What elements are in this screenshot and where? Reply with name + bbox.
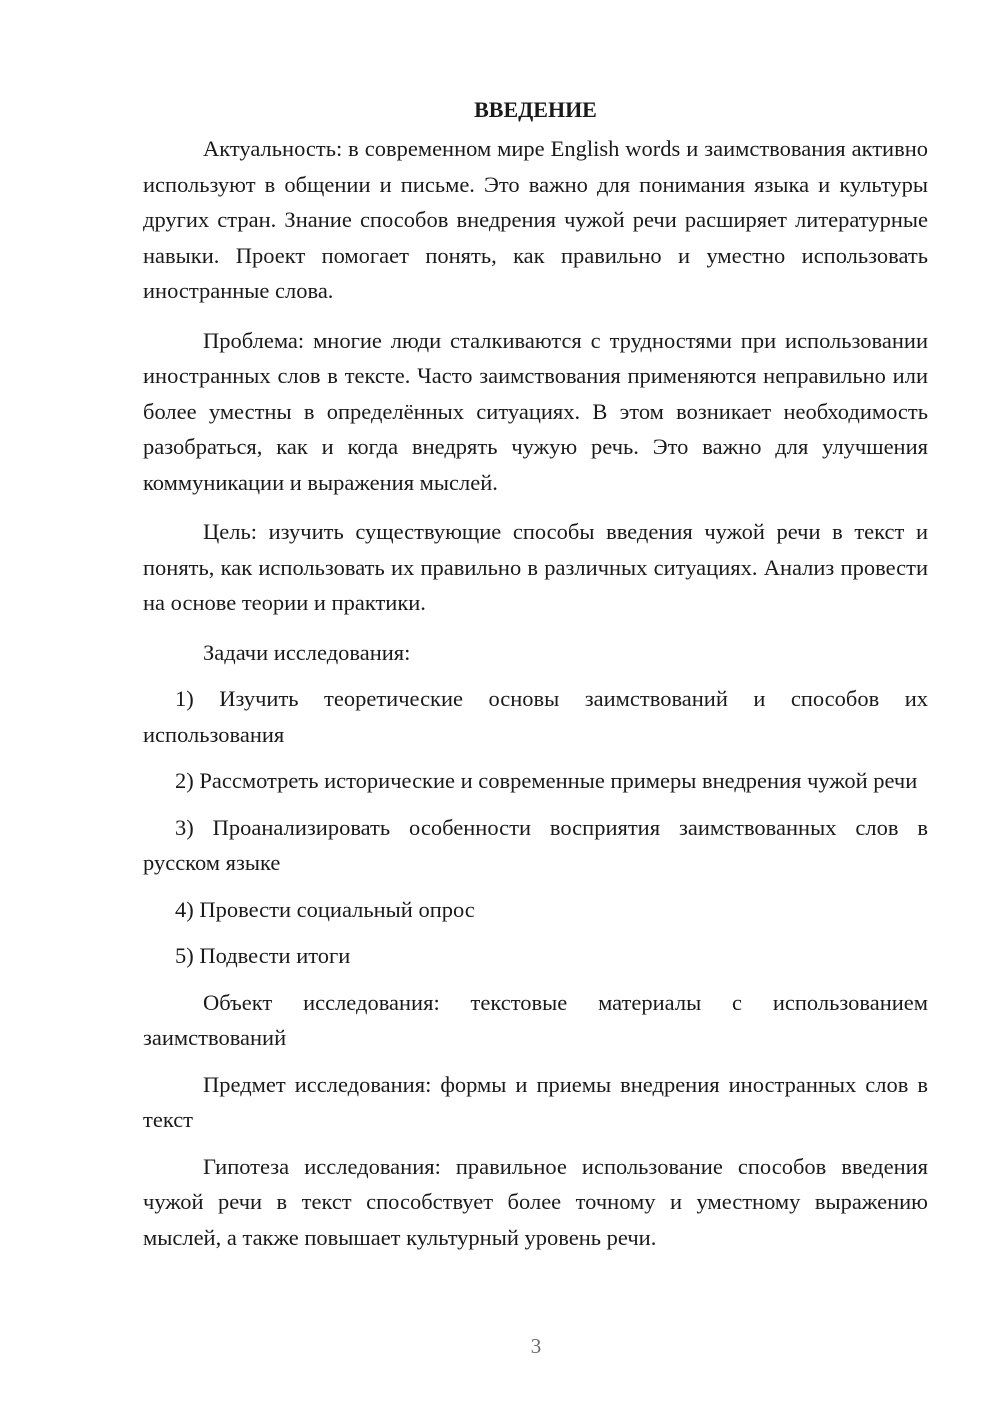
task-item-1: 1) Изучить теоретические основы заимствований и способов их использования xyxy=(143,686,928,747)
object-paragraph: Объект исследования: текстовые материалы с использованием заимствований xyxy=(143,989,928,1050)
task-item-3: 3) Проанализировать особенности восприятия заимствованных слов в русском языке xyxy=(143,814,928,875)
task-item-2: 2) Рассмотреть исторические и современные примеры внедрения чужой речи xyxy=(175,768,918,793)
subject-paragraph: Предмет исследования: формы и приемы внедрения иностранных слов в текст xyxy=(143,1071,928,1132)
relevance-paragraph: Актуальность: в современном мире English words и заимствования активно используют в общении и письме. Это важно для понимания языка и культуры других стран. Знание способов внедрения чужой речи расширяет литературные навыки. Проект помогает понять, как правильно и уместно использовать иностранные слова. xyxy=(143,136,928,303)
problem-paragraph: Проблема: многие люди сталкиваются с трудностями при использовании иностранных слов в тексте. Часто заимствования применяются неправильно или более уместны в определённых ситуациях. В этом возникает необходимость разобраться, как и когда внедрять чужую речь. Это важно для улучшения коммуникации и выражения мыслей. xyxy=(143,327,928,495)
task-item-4: 4) Провести социальный опрос xyxy=(175,896,475,922)
task-item-5: 5) Подвести итоги xyxy=(175,943,351,968)
goal-paragraph: Цель: изучить существующие способы введения чужой речи в текст и понять, как использовать их правильно в различных ситуациях. Анализ провести на основе теории и практики. xyxy=(143,519,928,615)
page-title: ВВЕДЕНИЕ xyxy=(474,97,597,122)
hypothesis-paragraph: Гипотеза исследования: правильное использование способов введения чужой речи в текст способствует более точному и уместному выражению мыслей, а также повышает культурный уровень речи. xyxy=(143,1153,928,1250)
document-page xyxy=(143,94,928,1255)
tasks-heading: Задачи исследования: xyxy=(203,639,411,665)
page-number: 3 xyxy=(530,1334,542,1358)
